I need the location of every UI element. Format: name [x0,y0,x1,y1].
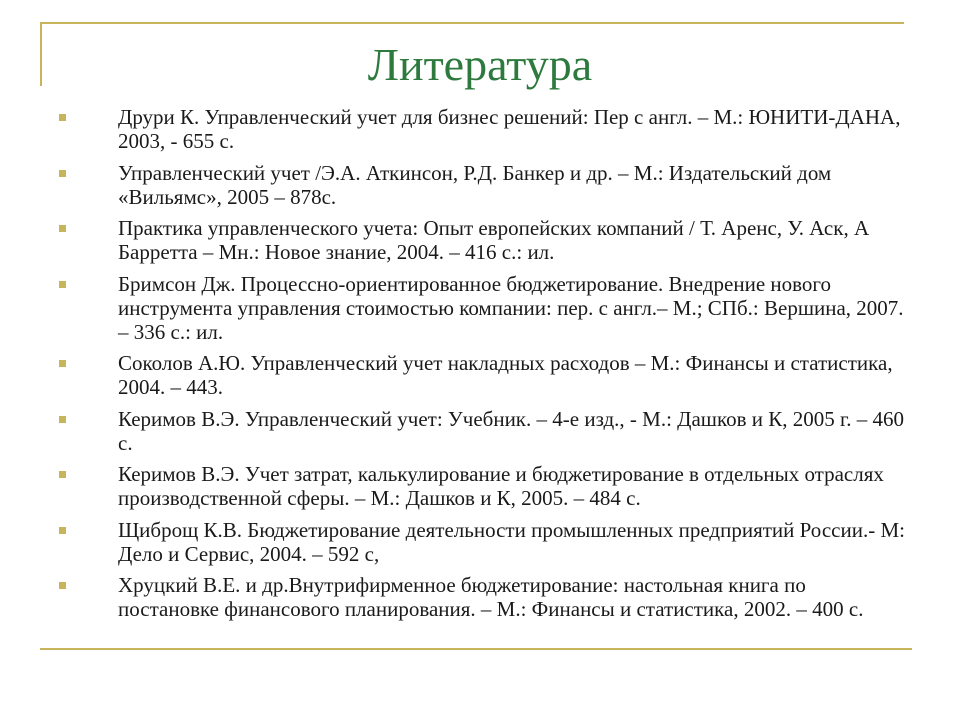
list-item [0,105,960,153]
square-bullet-icon [59,471,66,478]
list-item [0,161,960,209]
square-bullet-icon [59,170,66,177]
list-item-text: Соколов А.Ю. Управленческий учет накладных расходов – М.: Финансы и статистика, 2004. – 443. [118,351,893,399]
square-bullet-icon [59,527,66,534]
list-item-text: Керимов В.Э. Учет затрат, калькулирование и бюджетирование в отдельных отраслях производственной сферы. – М.: Дашков и К, 2005. – 484 с. [118,462,884,510]
list-item-text: Керимов В.Э. Управленческий учет: Учебник. – 4-е изд., - М.: Дашков и К, 2005 г. – 460 с. [118,406,905,455]
bibliography-list [0,105,960,629]
list-item-text: Щиброщ К.В. Бюджетирование деятельности промышленных предприятий России.- М: Дело и Сервис, 2004. – 592 с, [118,517,905,566]
list-item-text: Друри К. Управленческий учет для бизнес решений: Пер с англ. – М.: ЮНИТИ-ДАНА, 2003, - 655 с. [118,105,901,153]
bottom-rule [40,648,912,650]
list-item [0,573,960,621]
square-bullet-icon [59,582,66,589]
list-item-text: Бримсон Дж. Процессно-ориентированное бюджетирование. Внедрение нового инструмента управления стоимостью компании: пер. с англ.– М.; СПб.: Вершина, 2007. – 336 с.: ил. [118,271,904,344]
square-bullet-icon [59,416,66,423]
square-bullet-icon [59,360,66,367]
square-bullet-icon [59,114,66,121]
list-item-text: Управленческий учет /Э.А. Аткинсон, Р.Д. Банкер и др. – М.: Издательский дом «Вильямс», 2005 – 878с. [118,160,832,209]
list-item [0,272,960,344]
list-item-text: Практика управленческого учета: Опыт европейских компаний / Т. Аренс, У. Аск, А Барретта – Мн.: Новое знание, 2004. – 416 с.: ил. [118,216,870,264]
top-rule [40,22,904,24]
list-item [0,216,960,264]
slide-title: Литература [367,39,593,90]
list-item [0,518,960,566]
square-bullet-icon [59,281,66,288]
list-item [0,407,960,455]
list-item-text: Хруцкий В.Е. и др.Внутрифирменное бюджетирование: настольная книга по постановке финансового планирования. – М.: Финансы и статистика, 2002. – 400 с. [118,573,864,621]
list-item [0,462,960,510]
square-bullet-icon [59,225,66,232]
list-item [0,351,960,399]
